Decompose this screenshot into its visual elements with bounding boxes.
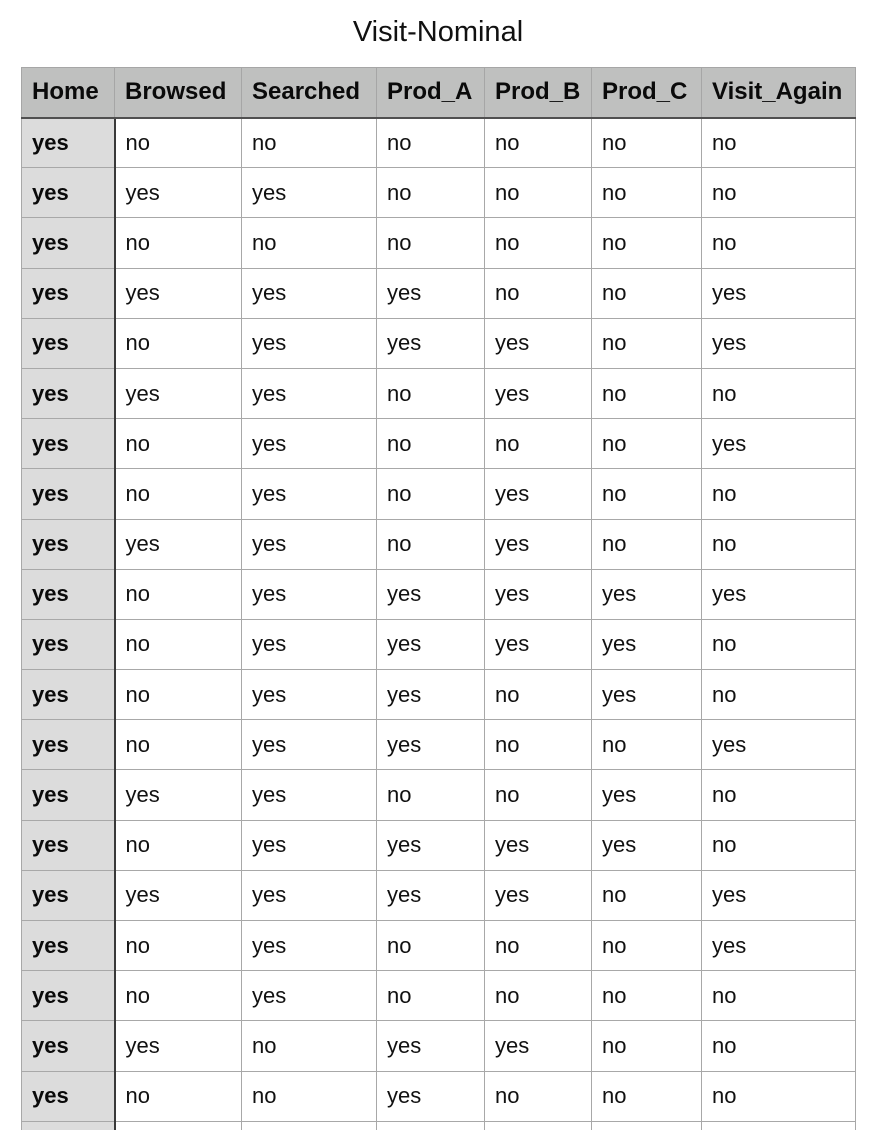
cell-prod-a[interactable]: yes [377, 720, 485, 770]
cell-browsed[interactable]: no [115, 720, 242, 770]
table-row [22, 820, 856, 870]
column-header-home[interactable]: Home [22, 68, 115, 118]
cell-searched[interactable]: yes [242, 318, 377, 368]
table-row [22, 619, 856, 669]
cell-browsed[interactable]: no [115, 569, 242, 619]
cell-browsed[interactable]: no [115, 971, 242, 1021]
cell-home[interactable] [22, 1121, 115, 1130]
cell-home[interactable]: yes [22, 820, 115, 870]
cell-prod-c[interactable]: no [592, 419, 702, 469]
cell-home[interactable]: yes [22, 569, 115, 619]
cell-visit-again[interactable]: no [702, 168, 856, 218]
cell-searched[interactable]: no [242, 1071, 377, 1121]
cell-prod-c[interactable]: no [592, 720, 702, 770]
cell-prod-c[interactable]: no [592, 218, 702, 268]
cell-prod-a[interactable]: no [377, 519, 485, 569]
cell-browsed[interactable]: no [115, 118, 242, 168]
cell-home[interactable]: yes [22, 469, 115, 519]
cell-visit-again[interactable]: no [702, 670, 856, 720]
cell-searched[interactable]: yes [242, 569, 377, 619]
cell-browsed[interactable]: no [115, 318, 242, 368]
cell-home[interactable]: yes [22, 670, 115, 720]
cell-prod-a[interactable]: no [377, 218, 485, 268]
cell-prod-b[interactable]: yes [485, 318, 592, 368]
table-row [22, 168, 856, 218]
cell-prod-c[interactable]: no [592, 1071, 702, 1121]
header-row [22, 68, 856, 118]
cell-prod-b[interactable]: no [485, 971, 592, 1021]
cell-browsed[interactable]: no [115, 820, 242, 870]
cell-visit-again[interactable]: no [702, 770, 856, 820]
table-row [22, 1071, 856, 1121]
cell-prod-a[interactable]: yes [377, 670, 485, 720]
table-row [22, 720, 856, 770]
cell-prod-b[interactable]: no [485, 218, 592, 268]
cell-home[interactable]: yes [22, 118, 115, 168]
table-row [22, 368, 856, 418]
cell-browsed[interactable]: yes [115, 368, 242, 418]
cell-searched[interactable]: yes [242, 368, 377, 418]
column-header-visit-again[interactable]: Visit_Again [702, 68, 856, 118]
cell-prod-b[interactable]: yes [485, 519, 592, 569]
cell-home[interactable]: yes [22, 318, 115, 368]
cell-visit-again[interactable]: yes [702, 268, 856, 318]
cell-prod-b[interactable]: yes [485, 569, 592, 619]
cell-visit-again[interactable] [702, 1121, 856, 1130]
table-row [22, 921, 856, 971]
column-header-browsed[interactable]: Browsed [115, 68, 242, 118]
cell-visit-again[interactable]: yes [702, 870, 856, 920]
column-header-prod-b[interactable]: Prod_B [485, 68, 592, 118]
cell-prod-a[interactable]: no [377, 921, 485, 971]
cell-home[interactable]: yes [22, 1071, 115, 1121]
cell-prod-a[interactable]: yes [377, 820, 485, 870]
cell-prod-b[interactable]: no [485, 770, 592, 820]
table-row [22, 670, 856, 720]
cell-searched[interactable]: yes [242, 670, 377, 720]
cell-browsed[interactable]: yes [115, 770, 242, 820]
cell-prod-b[interactable]: no [485, 419, 592, 469]
cell-browsed[interactable]: no [115, 419, 242, 469]
cell-prod-b[interactable]: yes [485, 469, 592, 519]
cell-browsed[interactable]: yes [115, 519, 242, 569]
cell-browsed[interactable]: no [115, 1071, 242, 1121]
table-row [22, 268, 856, 318]
cell-home[interactable]: yes [22, 419, 115, 469]
table-row [22, 569, 856, 619]
cell-prod-c[interactable]: yes [592, 569, 702, 619]
cell-searched[interactable]: yes [242, 870, 377, 920]
cell-prod-b[interactable]: no [485, 670, 592, 720]
cell-prod-c[interactable]: no [592, 318, 702, 368]
cell-prod-b[interactable]: no [485, 168, 592, 218]
cell-visit-again[interactable]: yes [702, 318, 856, 368]
cell-home[interactable]: yes [22, 770, 115, 820]
cell-prod-c[interactable]: no [592, 168, 702, 218]
cell-searched[interactable]: no [242, 118, 377, 168]
cell-home[interactable]: yes [22, 368, 115, 418]
cell-prod-c[interactable]: no [592, 1021, 702, 1071]
cell-prod-b[interactable]: yes [485, 368, 592, 418]
cell-prod-a[interactable] [377, 1121, 485, 1130]
table-row [22, 218, 856, 268]
cell-home[interactable]: yes [22, 519, 115, 569]
table-row [22, 770, 856, 820]
cell-browsed[interactable] [115, 1121, 242, 1130]
cell-searched[interactable] [242, 1121, 377, 1130]
data-table [21, 67, 856, 1130]
cell-prod-c[interactable]: yes [592, 820, 702, 870]
cell-prod-c[interactable]: no [592, 921, 702, 971]
cell-prod-c[interactable]: yes [592, 770, 702, 820]
cell-browsed[interactable]: no [115, 670, 242, 720]
cell-prod-c[interactable]: no [592, 368, 702, 418]
cell-prod-a[interactable]: no [377, 419, 485, 469]
cell-prod-a[interactable]: yes [377, 268, 485, 318]
cell-searched[interactable]: yes [242, 469, 377, 519]
cell-prod-b[interactable]: yes [485, 619, 592, 669]
cell-prod-c[interactable]: yes [592, 670, 702, 720]
cell-visit-again[interactable]: no [702, 519, 856, 569]
cell-prod-c[interactable] [592, 1121, 702, 1130]
cell-prod-a[interactable]: no [377, 469, 485, 519]
cell-browsed[interactable]: no [115, 921, 242, 971]
cell-visit-again[interactable]: no [702, 1021, 856, 1071]
cell-visit-again[interactable]: no [702, 820, 856, 870]
cell-visit-again[interactable]: yes [702, 569, 856, 619]
cell-home[interactable]: yes [22, 168, 115, 218]
cell-browsed[interactable]: yes [115, 1021, 242, 1071]
cell-visit-again[interactable]: no [702, 1071, 856, 1121]
cell-prod-a[interactable]: yes [377, 619, 485, 669]
cell-home[interactable]: yes [22, 1021, 115, 1071]
cell-searched[interactable]: yes [242, 619, 377, 669]
cell-searched[interactable]: yes [242, 971, 377, 1021]
table-title: Visit-Nominal [352, 16, 524, 48]
cell-visit-again[interactable]: no [702, 619, 856, 669]
cell-prod-a[interactable]: yes [377, 1021, 485, 1071]
cell-prod-c[interactable]: no [592, 971, 702, 1021]
cell-browsed[interactable]: yes [115, 268, 242, 318]
table-body [22, 118, 856, 1130]
cell-searched[interactable]: yes [242, 720, 377, 770]
column-header-prod-a[interactable]: Prod_A [377, 68, 485, 118]
cell-prod-c[interactable]: yes [592, 619, 702, 669]
table-row [22, 519, 856, 569]
cell-home[interactable]: yes [22, 921, 115, 971]
cell-browsed[interactable]: yes [115, 870, 242, 920]
cell-prod-b[interactable]: no [485, 921, 592, 971]
cell-prod-b[interactable]: yes [485, 1021, 592, 1071]
data-table-container [21, 67, 855, 1130]
cell-prod-c[interactable]: no [592, 118, 702, 168]
cell-browsed[interactable]: no [115, 619, 242, 669]
cell-prod-a[interactable]: yes [377, 569, 485, 619]
cell-visit-again[interactable]: no [702, 469, 856, 519]
cell-prod-b[interactable]: no [485, 118, 592, 168]
cell-prod-a[interactable]: yes [377, 1071, 485, 1121]
cell-home[interactable]: yes [22, 870, 115, 920]
cell-prod-b[interactable]: yes [485, 870, 592, 920]
cell-prod-b[interactable]: no [485, 268, 592, 318]
cell-home[interactable]: yes [22, 619, 115, 669]
table-row [22, 118, 856, 168]
cell-home[interactable]: yes [22, 971, 115, 1021]
cell-searched[interactable]: yes [242, 268, 377, 318]
cell-home[interactable]: yes [22, 720, 115, 770]
cell-prod-c[interactable]: no [592, 519, 702, 569]
cell-searched[interactable]: no [242, 218, 377, 268]
cell-prod-b[interactable]: yes [485, 820, 592, 870]
table-row [22, 1021, 856, 1071]
cell-visit-again[interactable]: no [702, 118, 856, 168]
cell-prod-b[interactable]: no [485, 1071, 592, 1121]
cell-home[interactable]: yes [22, 218, 115, 268]
cell-prod-a[interactable]: no [377, 971, 485, 1021]
column-header-searched[interactable]: Searched [242, 68, 377, 118]
cell-prod-a[interactable]: no [377, 168, 485, 218]
cell-prod-c[interactable]: no [592, 268, 702, 318]
cell-visit-again[interactable]: yes [702, 720, 856, 770]
cell-browsed[interactable]: no [115, 469, 242, 519]
cell-visit-again[interactable]: yes [702, 921, 856, 971]
cell-browsed[interactable]: yes [115, 168, 242, 218]
cell-prod-b[interactable]: no [485, 720, 592, 770]
table-row [22, 318, 856, 368]
cell-visit-again[interactable]: yes [702, 419, 856, 469]
table-row [22, 469, 856, 519]
column-header-prod-c[interactable]: Prod_C [592, 68, 702, 118]
cell-prod-b[interactable] [485, 1121, 592, 1130]
cell-browsed[interactable]: no [115, 218, 242, 268]
table-row [22, 870, 856, 920]
cell-searched[interactable]: yes [242, 770, 377, 820]
cell-searched[interactable]: yes [242, 921, 377, 971]
cell-home[interactable]: yes [22, 268, 115, 318]
cell-prod-a[interactable]: no [377, 118, 485, 168]
cell-searched[interactable]: yes [242, 519, 377, 569]
cell-prod-c[interactable]: no [592, 870, 702, 920]
table-row [22, 419, 856, 469]
cell-searched[interactable]: yes [242, 419, 377, 469]
cell-visit-again[interactable]: no [702, 218, 856, 268]
cell-searched[interactable]: no [242, 1021, 377, 1071]
cell-prod-a[interactable]: no [377, 770, 485, 820]
cell-searched[interactable]: yes [242, 820, 377, 870]
cell-prod-a[interactable]: yes [377, 870, 485, 920]
cell-visit-again[interactable]: no [702, 368, 856, 418]
cell-prod-c[interactable]: no [592, 469, 702, 519]
cell-visit-again[interactable]: no [702, 971, 856, 1021]
cell-prod-a[interactable]: no [377, 368, 485, 418]
table-row [22, 971, 856, 1021]
cell-searched[interactable]: yes [242, 168, 377, 218]
table-row [22, 1121, 856, 1130]
cell-prod-a[interactable]: yes [377, 318, 485, 368]
